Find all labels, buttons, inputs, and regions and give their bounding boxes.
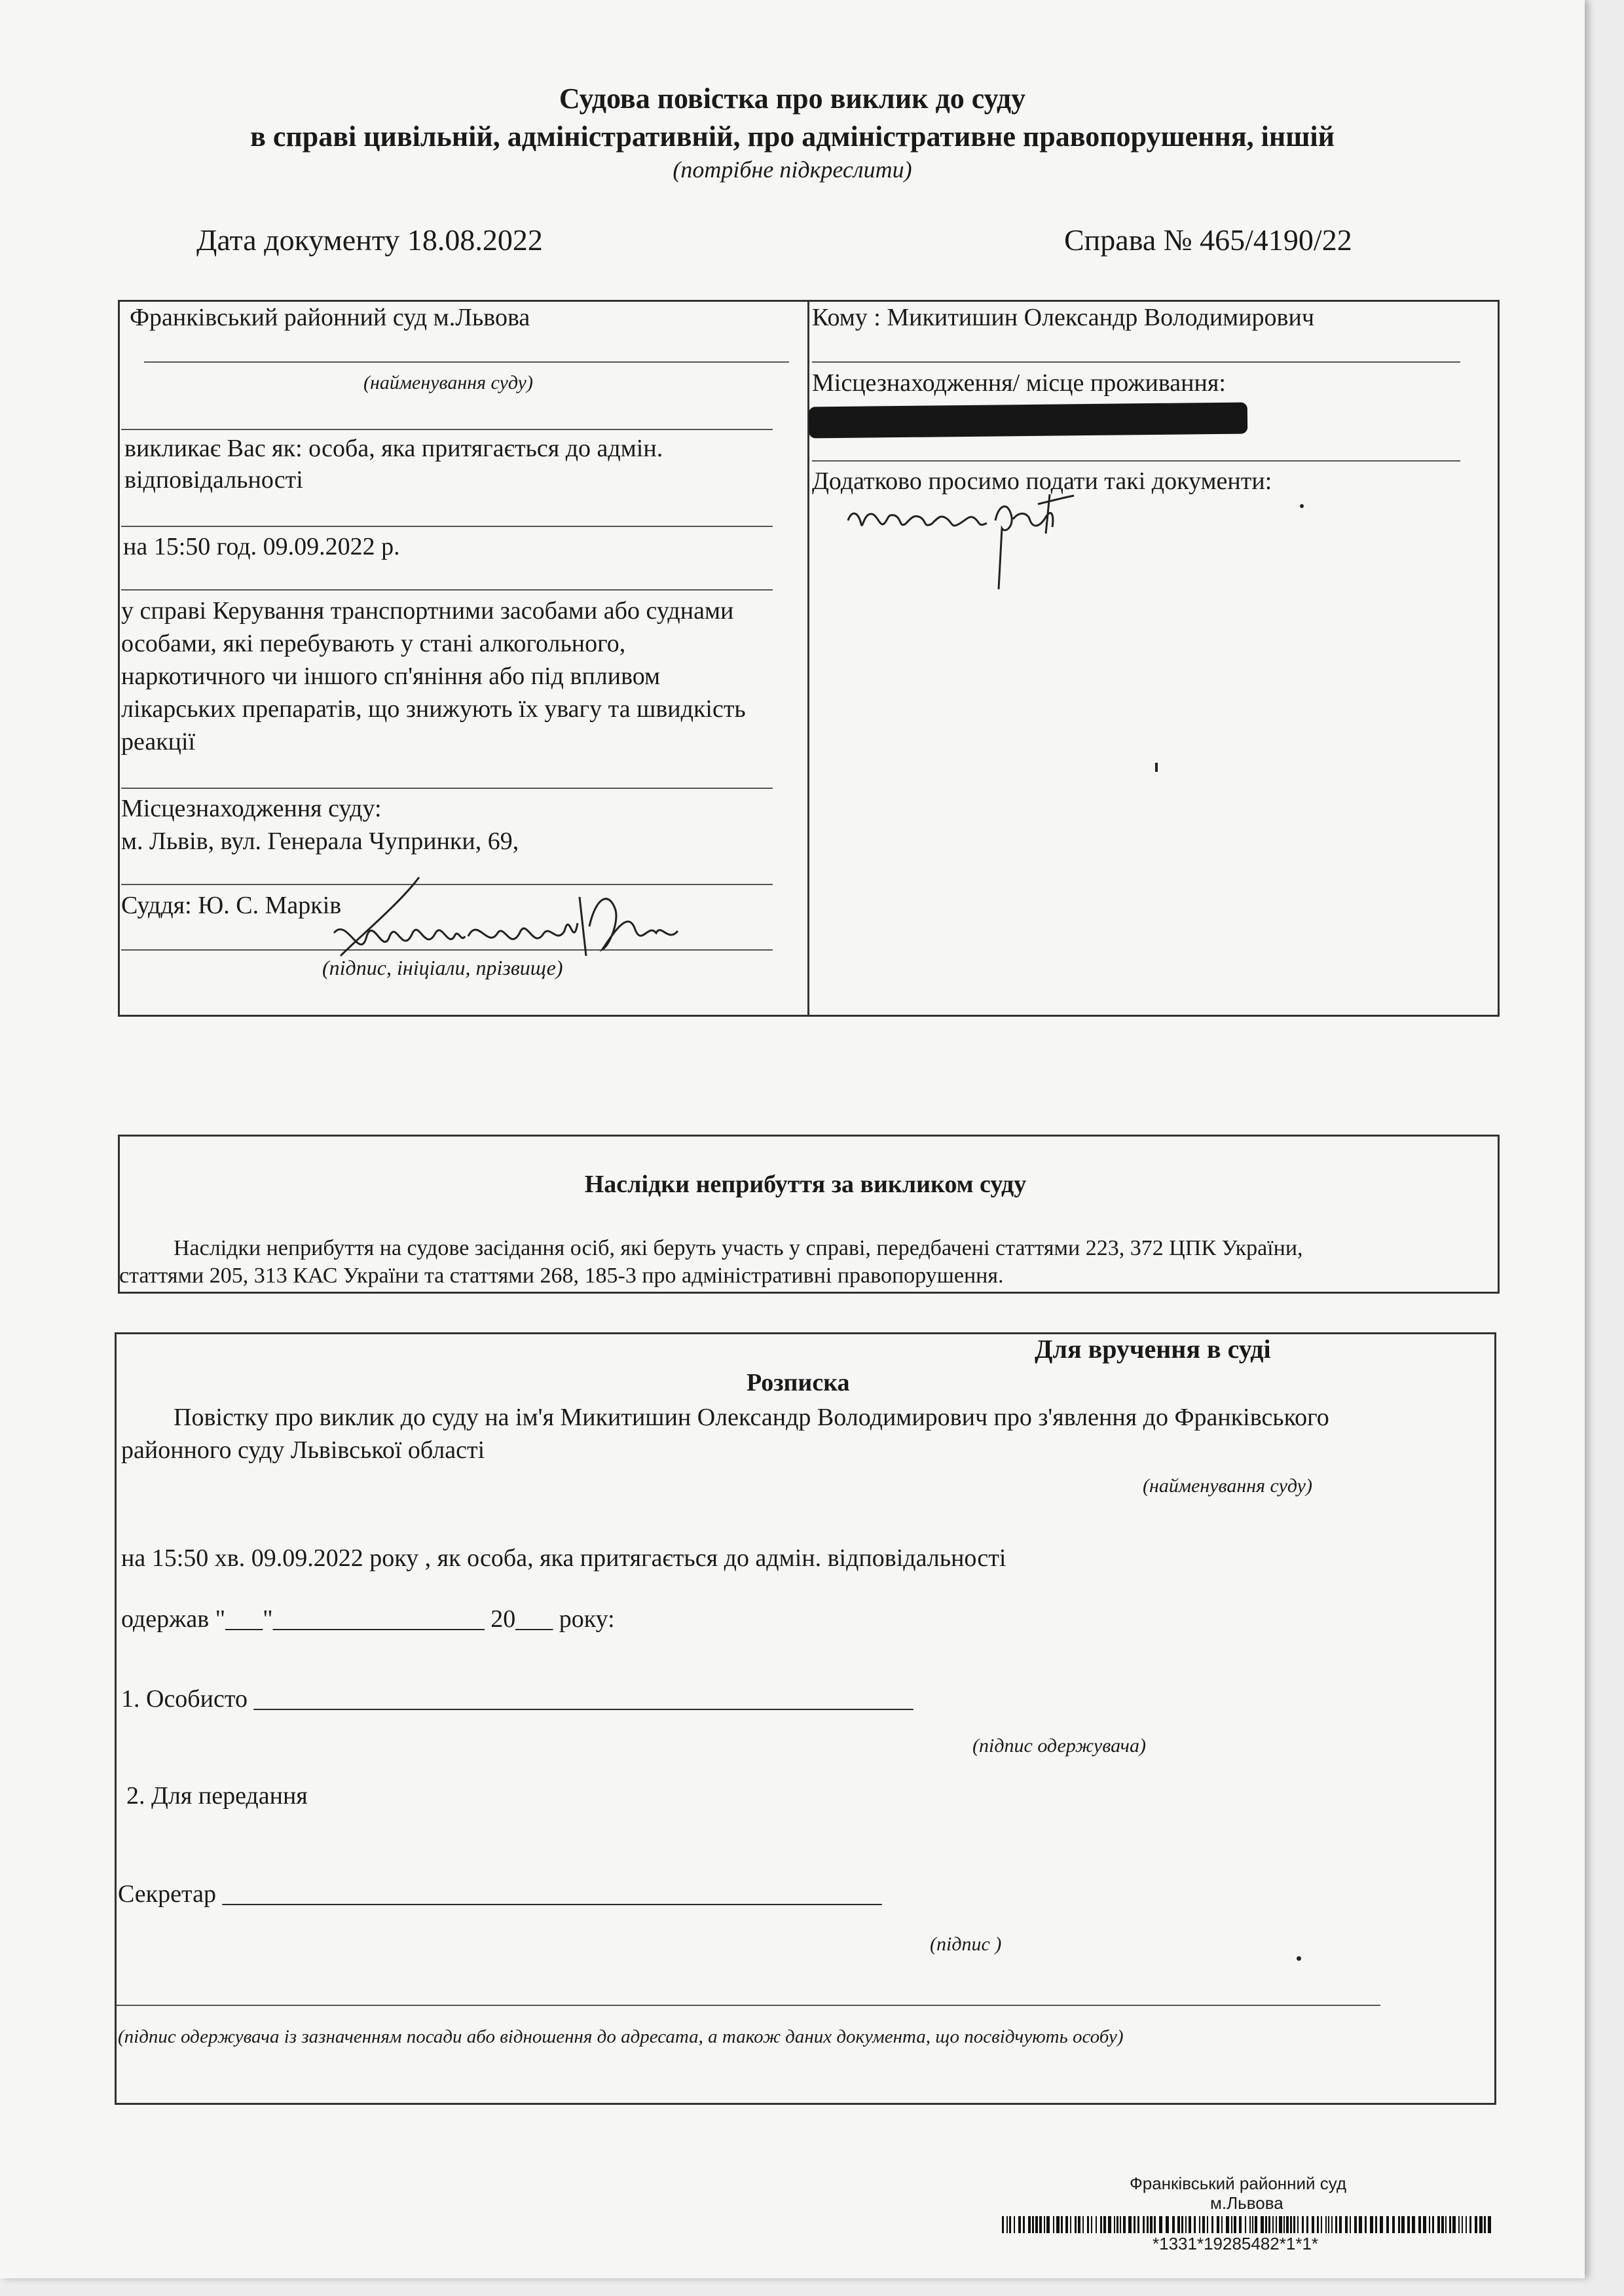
- barcode-bar: [1484, 2216, 1486, 2233]
- barcode-bar: [1035, 2216, 1038, 2233]
- case-subject-line: лікарських препаратів, що знижують їх увагу та швидкість: [121, 695, 746, 723]
- barcode-bar: [1189, 2216, 1191, 2233]
- court-caption: (найменування суду): [363, 372, 533, 393]
- barcode-bar: [1312, 2216, 1314, 2233]
- rule: [121, 429, 773, 430]
- barcode-bar: [1268, 2216, 1270, 2233]
- summon-as: викликає Вас як: особа, яка притягається до адмін.: [124, 435, 663, 462]
- receipt-court-caption: (найменування суду): [1143, 1475, 1312, 1497]
- barcode-bar: [1150, 2216, 1153, 2233]
- barcode-bar: [1137, 2216, 1139, 2233]
- barcode-bar: [1445, 2216, 1447, 2233]
- barcode-bar: [1028, 2216, 1031, 2233]
- receipt-time: на 15:50 хв. 09.09.2022 року , як особа, яка притягається до адмін. відповідальності: [121, 1544, 1006, 1572]
- barcode-bar: [1116, 2216, 1118, 2233]
- barcode-bar: [1226, 2216, 1229, 2233]
- court-name: Франківський районний суд м.Львова: [130, 304, 530, 331]
- receipt-footer-note: (підпис одержувача із зазначенням посади або відношення до адресата, а також даних документа, що посвідчують особу): [118, 2026, 1124, 2047]
- rule: [121, 589, 773, 591]
- barcode-bar: [1401, 2216, 1405, 2233]
- rule: [812, 460, 1460, 462]
- barcode-bar: [1221, 2216, 1223, 2233]
- case-subject: [121, 594, 809, 758]
- barcode-bar: [1166, 2216, 1169, 2233]
- received-date-line: одержав "___"_________________ 20___ року:: [121, 1605, 615, 1633]
- barcode-bar: [1123, 2216, 1126, 2233]
- barcode-bar: [1211, 2216, 1213, 2233]
- barcode-bar: [1177, 2216, 1180, 2233]
- barcode-bar: [1466, 2216, 1467, 2233]
- barcode-bar: [1331, 2216, 1333, 2233]
- hearing-time: на 15:50 год. 09.09.2022 р.: [123, 533, 400, 560]
- barcode-bar: [1276, 2216, 1277, 2233]
- barcode-bar: [1302, 2216, 1304, 2233]
- barcode-bar: [1199, 2216, 1200, 2233]
- barcode-bar: [1082, 2216, 1084, 2233]
- barcode-bar: [1255, 2216, 1257, 2233]
- case-subject-line: особами, які перебувають у стані алкогольного,: [121, 630, 626, 657]
- barcode-bar: [1354, 2216, 1357, 2233]
- barcode-bar: [1159, 2216, 1162, 2233]
- barcode-bar: [1279, 2216, 1282, 2233]
- barcode-bar: [1009, 2216, 1011, 2233]
- barcode-bar: [1458, 2216, 1460, 2233]
- address-label: Місцезнаходження/ місце проживання:: [812, 369, 1226, 397]
- barcode-bar: [1283, 2216, 1285, 2233]
- barcode-bar: [1335, 2216, 1337, 2233]
- barcode-bar: [1479, 2216, 1483, 2233]
- consequences-line1: Наслідки неприбуття на судове засідання осіб, які беруть участь у справі, передбачені статтями 223, 372 ЦПК України,: [174, 1236, 1303, 1260]
- summon-as-2: відповідальності: [124, 466, 303, 494]
- barcode-bar: [1407, 2216, 1410, 2233]
- barcode-bar: [1449, 2216, 1451, 2233]
- barcode-bar: [1328, 2216, 1329, 2233]
- barcode-bar: [1044, 2216, 1045, 2233]
- rule: [117, 2005, 1380, 2006]
- barcode-bar: [1061, 2216, 1063, 2233]
- barcode-bar: [1100, 2216, 1102, 2233]
- barcode-bar: [1261, 2216, 1264, 2233]
- receipt-line1: Повістку про виклик до суду на ім'я Микитишин Олександр Володимирович про з'явлення до Франківського: [174, 1404, 1329, 1431]
- consequences-title: Наслідки неприбуття за викликом суду: [584, 1171, 1027, 1198]
- stamp-court-line1: Франківський районний суд: [1130, 2174, 1347, 2193]
- barcode-bar: [1418, 2216, 1421, 2233]
- rule: [121, 788, 773, 789]
- receipt-title: Розписка: [747, 1369, 850, 1396]
- barcode-bar: [1056, 2216, 1060, 2233]
- court-location-label: Місцезнаходження суду:: [121, 795, 382, 822]
- handwritten-passport-icon: [841, 488, 1090, 592]
- barcode-bar: [1412, 2216, 1415, 2233]
- barcode-bar: [1462, 2216, 1463, 2233]
- case-number: Справа № 465/4190/22: [1064, 223, 1352, 257]
- barcode-bar: [1432, 2216, 1434, 2233]
- barcode-bar: [1234, 2216, 1236, 2233]
- barcode-bar: [1185, 2216, 1187, 2233]
- barcode: [1002, 2216, 1500, 2233]
- barcode-bar: [1194, 2216, 1196, 2233]
- barcode-bar: [1423, 2216, 1426, 2233]
- barcode-bar: [1075, 2216, 1077, 2233]
- barcode-bar: [1217, 2216, 1219, 2233]
- barcode-bar: [1293, 2216, 1295, 2233]
- barcode-bar: [1429, 2216, 1430, 2233]
- judge-caption: (підпис, ініціали, прізвище): [322, 956, 563, 979]
- speck: [1300, 504, 1304, 508]
- barcode-bar: [1087, 2216, 1089, 2233]
- barcode-bar: [1014, 2216, 1015, 2233]
- barcode-bar: [1018, 2216, 1021, 2233]
- barcode-bar: [1398, 2216, 1400, 2233]
- barcode-bar: [1023, 2216, 1025, 2233]
- stamp-court-line2: м.Львова: [1210, 2193, 1283, 2213]
- barcode-bar: [1359, 2216, 1362, 2233]
- barcode-bar: [1143, 2216, 1145, 2233]
- judge-signature-icon: [321, 871, 688, 982]
- barcode-bar: [1475, 2216, 1477, 2233]
- barcode-bar: [1128, 2216, 1132, 2233]
- document-date: Дата документу 18.08.2022: [196, 223, 543, 257]
- barcode-bar: [1441, 2216, 1444, 2233]
- transfer-line: 2. Для передання: [126, 1782, 308, 1810]
- barcode-bar: [1245, 2216, 1246, 2233]
- barcode-bar: [1103, 2216, 1106, 2233]
- barcode-bar: [1386, 2216, 1389, 2233]
- rule: [812, 361, 1460, 363]
- barcode-bar: [1488, 2216, 1491, 2233]
- barcode-bar: [1231, 2216, 1232, 2233]
- redacted-address: [809, 402, 1247, 438]
- barcode-bar: [1154, 2216, 1156, 2233]
- barcode-bar: [1321, 2216, 1322, 2233]
- receipt-line2: районного суду Львівської області: [121, 1436, 485, 1464]
- barcode-bar: [1032, 2216, 1034, 2233]
- personally-line: 1. Особисто _____________________________________________________: [121, 1685, 913, 1713]
- doc-subtitle: в справі цивільній, адміністративній, про адміністративне правопорушення, іншій: [250, 120, 1335, 153]
- barcode-bar: [1078, 2216, 1080, 2233]
- barcode-bar: [1091, 2216, 1092, 2233]
- barcode-bar: [1114, 2216, 1115, 2233]
- barcode-bar: [1469, 2216, 1471, 2233]
- recipient-signature-caption: (підпис одержувача): [972, 1735, 1146, 1757]
- barcode-bar: [1039, 2216, 1042, 2233]
- barcode-bar: [1181, 2216, 1183, 2233]
- doc-title: Судова повістка про виклик до суду: [559, 82, 1026, 115]
- barcode-bar: [1147, 2216, 1149, 2233]
- for-court-label: Для вручення в суді: [1035, 1334, 1271, 1364]
- barcode-bar: [1252, 2216, 1253, 2233]
- case-subject-line: у справі Керування транспортними засобами або суднами: [121, 597, 734, 625]
- barcode-bar: [1345, 2216, 1348, 2233]
- barcode-bar: [1350, 2216, 1351, 2233]
- barcode-bar: [1108, 2216, 1111, 2233]
- barcode-bar: [1375, 2216, 1377, 2233]
- rule: [121, 526, 773, 527]
- court-location: м. Львів, вул. Генерала Чупринки, 69,: [121, 828, 519, 855]
- barcode-bar: [1070, 2216, 1071, 2233]
- barcode-text: *1331*19285482*1*1*: [1153, 2234, 1319, 2253]
- underline-note: (потрібне підкреслити): [673, 156, 912, 183]
- barcode-bar: [1065, 2216, 1068, 2233]
- consequences-line2: статтями 205, 313 КАС України та статтями 268, 185-3 про адміністративні правопорушення.: [119, 1264, 1004, 1288]
- extra-docs-label: Додатково просимо подати такі документи:: [812, 467, 1272, 495]
- barcode-bar: [1134, 2216, 1135, 2233]
- speck: [1297, 1956, 1301, 1961]
- barcode-bar: [1002, 2216, 1004, 2233]
- speck: [1155, 763, 1158, 772]
- barcode-bar: [1290, 2216, 1292, 2233]
- barcode-bar: [1053, 2216, 1054, 2233]
- rule: [144, 361, 789, 363]
- barcode-bar: [1272, 2216, 1274, 2233]
- barcode-bar: [1437, 2216, 1440, 2233]
- barcode-bar: [1317, 2216, 1319, 2233]
- barcode-bar: [1339, 2216, 1342, 2233]
- barcode-bar: [1249, 2216, 1251, 2233]
- barcode-bar: [1370, 2216, 1373, 2233]
- barcode-bar: [1392, 2216, 1395, 2233]
- barcode-bar: [1202, 2216, 1205, 2233]
- barcode-bar: [1046, 2216, 1050, 2233]
- case-subject-line: наркотичного чи іншого сп'яніння або під впливом: [121, 663, 661, 690]
- barcode-bar: [1120, 2216, 1121, 2233]
- barcode-bar: [1380, 2216, 1383, 2233]
- barcode-bar: [1096, 2216, 1097, 2233]
- barcode-bar: [1207, 2216, 1208, 2233]
- barcode-bar: [1239, 2216, 1242, 2233]
- case-subject-line: реакції: [121, 728, 196, 756]
- barcode-bar: [1297, 2216, 1299, 2233]
- barcode-bar: [1265, 2216, 1267, 2233]
- secretary-line: Секретар _____________________________________________________: [118, 1880, 882, 1908]
- barcode-bar: [1172, 2216, 1175, 2233]
- barcode-bar: [1306, 2216, 1308, 2233]
- judge: Суддя: Ю. С. Марків: [121, 892, 342, 919]
- secretary-signature-caption: (підпис ): [930, 1933, 1002, 1955]
- barcode-bar: [1365, 2216, 1367, 2233]
- barcode-bar: [1325, 2216, 1327, 2233]
- addressee: Кому : Микитишин Олександр Володимирович: [812, 304, 1314, 331]
- barcode-bar: [1452, 2216, 1456, 2233]
- barcode-bar: [1006, 2216, 1008, 2233]
- barcode-bar: [1286, 2216, 1289, 2233]
